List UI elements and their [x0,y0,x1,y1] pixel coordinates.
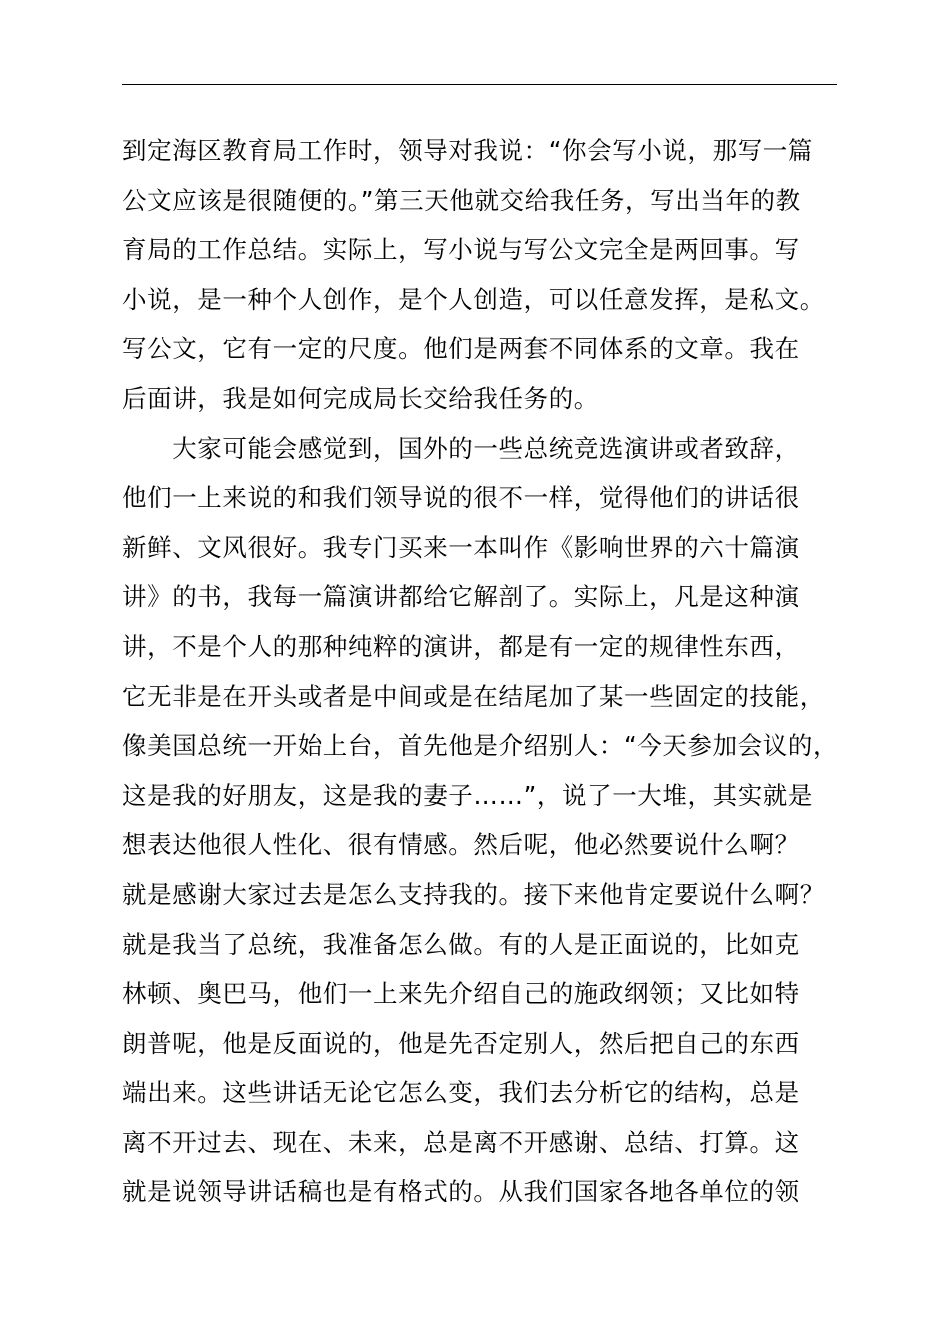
text-line: 端出来。这些讲话无论它怎么变，我们去分析它的结构，总是 [122,1078,800,1108]
text-line: 想表达他很人性化、很有情感。然后呢，他必然要说什么啊？ [122,830,800,860]
text-line: 朗普呢，他是反面说的，他是先否定别人，然后把自己的东西 [122,1028,800,1058]
text-line: 新鲜、文风很好。我专门买来一本叫作《影响世界的六十篇演 [122,532,800,562]
text-line: 到定海区教育局工作时，领导对我说：“你会写小说，那写一篇 [122,136,813,165]
text-line: 写公文，它有一定的尺度。他们是两套不同体系的文章。我在 [122,334,800,364]
text-line: 就是说领导讲话稿也是有格式的。从我们国家各地各单位的领 [122,1177,800,1207]
text-line: 它无非是在开头或者是中间或是在结尾加了某一些固定的技能， [122,681,825,711]
text-line: 后面讲，我是如何完成局长交给我任务的。 [122,383,599,413]
text-line: 像美国总统一开始上台，首先他是介绍别人：“今天参加会议的， [122,731,839,761]
text-line: 大家可能会感觉到，国外的一些总统竞选演讲或者致辞， [122,433,800,463]
text-line: 这是我的好朋友，这是我的妻子……”，说了一大堆，其实就是 [122,780,813,810]
text-line: 离不开过去、现在、未来，总是离不开感谢、总结、打算。这 [122,1127,800,1157]
text-line: 育局的工作总结。实际上，写小说与写公文完全是两回事。写 [122,235,800,265]
text-line: 讲，不是个人的那种纯粹的演讲，都是有一定的规律性东西， [122,631,800,661]
text-line: 公文应该是很随便的。”第三天他就交给我任务，写出当年的教 [122,185,801,215]
text-line: 他们一上来说的和我们领导说的很不一样，觉得他们的讲话很 [122,483,800,513]
text-line: 小说，是一种个人创作，是个人创造，可以任意发挥，是私文。 [122,284,825,314]
body-text [122,126,862,1217]
text-line: 林顿、奥巴马，他们一上来先介绍自己的施政纲领；又比如特 [122,979,800,1009]
header-rule [122,84,837,85]
text-line: 就是感谢大家过去是怎么支持我的。接下来他肯定要说什么啊？ [122,879,825,909]
text-line: 讲》的书，我每一篇演讲都给它解剖了。实际上，凡是这种演 [122,582,800,612]
text-line: 就是我当了总统，我准备怎么做。有的人是正面说的，比如克 [122,929,800,959]
